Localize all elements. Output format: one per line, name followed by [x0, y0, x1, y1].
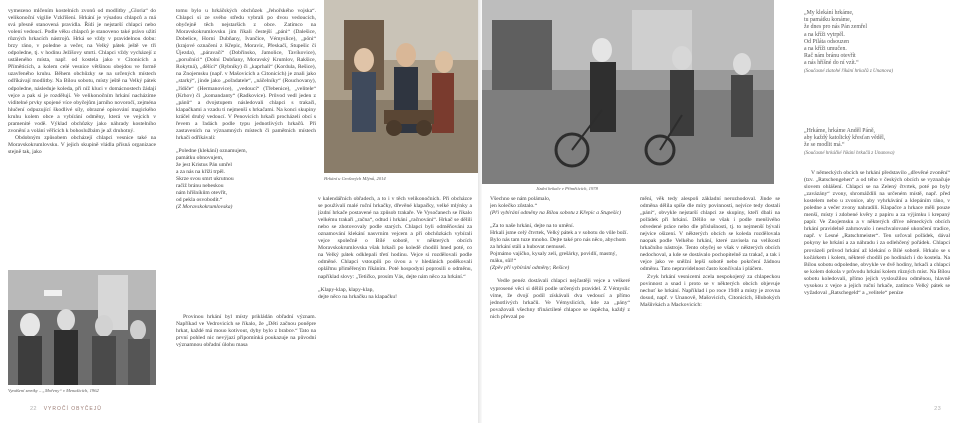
- page-number: 22: [30, 406, 37, 412]
- right-column-3: [804, 170, 950, 396]
- right-footer: [934, 406, 946, 412]
- verse-line: Hrkali jsme celý čtvrtek, Velký pátek a v sobotu do vůle boží.: [490, 230, 628, 237]
- running-title: VYROČÍ OBYČEJŮ: [43, 406, 102, 412]
- verse-source: (Při vybírání odměny na Bílou sobotu z Křepic a Stupešic): [490, 210, 621, 217]
- paragraph: Vedle penéz dostávali chlapci nejčastěji vejce a veškeré vyprosené věci si dělili podle určených pravidel. Z Vémyslic víme, že dvojí podíl získávali dva vedoucí a přímo jednotlivých hrkačů. Ve Vémyslicích, kde za „pány“ považovali všechny třináctileté chlapce se úspěcha, každý z nich převzal po: [490, 278, 630, 320]
- verse-block-mid: [804, 128, 950, 157]
- verse-line: „Poledne (klekání) oznamujem,: [176, 147, 247, 154]
- verse-block-top: [804, 10, 950, 75]
- left-column-2-after: [176, 314, 316, 396]
- verse-line: „Hrkáme, hrkáme Anděl Páně,: [804, 128, 875, 134]
- photo-hrkani-mill: [324, 0, 478, 173]
- paragraph: Obdobným způsobem obcházejí chlapci vesnice také na Moravskokrumlovsku. V jejich skupině vládla přísná organizace stejně tak, jako: [8, 134, 156, 155]
- verse-line: račiž bránu nebeskou: [176, 183, 224, 190]
- verse-line: aby každý katolický křesťan věděl,: [804, 135, 886, 142]
- verse-line: že jest Kristus Pán umřel: [176, 161, 232, 168]
- verse-line: nám hříšníkům otevřít,: [176, 190, 228, 197]
- paragraph: Zvyk hrkání vesnicemi zcela nespokojený za chlapeckou povinnost a snad i proto se v některých obcích objevuje nechuť ke hrkání. Například i po roce 1948 a místy je zrovna dosud, např. v Unanově, Mašovicích, Citonicích, Hlubokých Mašůvkách a Mackovicích:: [640, 273, 780, 308]
- paragraph: mění, věk tedy alespoň základní nerozhodoval. Jinde se odměna dělila spíše dle míry povinnosti, nejvíce tedy dostali „páni“, obvykle nejstarší chlapci ze skupiny, kteří dbali na pořádek při hrkání. Dělilo se však i podle menšivého odvedené práce nebo dle příslušnosti, tj. to nejmenší bývali nejvíce ošizení. V některých obcích se koleda rozdělovala naopak podle Velkého hrkání, které zavisela na velikosti hrkačního nástroje. Tento obyčej se však v některých obcích nedochoval, a kde se dostávalo pochopitelně za trakač, a tak i vejce jako ve sněžní lepší sobotě nebo pokrčení žádnou odměnu. Tato nepravidelnost často končívala i pláčem.: [640, 196, 780, 273]
- paragraph: Provinou hrkání byl místy prikládán obřadní význam. Napříkad ve Vedrovicích se říkalo, že „Děti začnou poněpre hrkat, každé má mouo kotivout, dyby bylo z brabce.“ Tato na první pohled nic nevýjazí připomínká poukazuje na původní významnou obřadní úlohu masa: [176, 314, 316, 349]
- right-intro-column: [318, 196, 472, 392]
- verse-line: Od Piláta odsouzen: [804, 38, 850, 45]
- verse-line: „Za to naše hrkání, dejte na to umění.: [490, 223, 575, 230]
- page-number: 23: [934, 406, 941, 412]
- photo-caption: Vynášení smrtky – „Mořeny“ v Menašicích, 1962: [8, 388, 99, 393]
- photo-caption: Hrkání u Grošových Mlýnů, 2014: [324, 176, 386, 181]
- verse-line: Rač nám bránu otevřít: [804, 53, 856, 60]
- verse-line: že se modlit má.“: [804, 142, 845, 149]
- verse-line: Bylo nás tam tuze mnoho. Dejte také pro nás něco, abychom za hrkání stáli a hubovat nemusel.: [490, 237, 626, 251]
- verse-line: tu památku konáme,: [804, 17, 852, 24]
- photo-children-wheels: [482, 0, 774, 184]
- verse-line: a na kříži umučen.: [804, 46, 847, 53]
- right-column-1: [490, 196, 630, 396]
- verse-line: a za nás na kříži trpěl.: [176, 169, 226, 176]
- photo-caption: Jízdní hrkače v Přímětících, 1978: [536, 186, 598, 191]
- paragraph: V německých obcích se hrkání představilo „dřevěné zvonění“ (tzv. „Ratschengehen“ a od tého v českých obcích se vyznačuje slovem ohlášení. Chlapci se na Zelený čtvrtek, poté po byly „zavázány“ zvony, shromáždili na určeném místě, např. před kostelem nebo u zvonice, aby vyhrkávání a klepáním ráno, v poledne a večer zvony nahradili. Klapačce a hrkace měli pouze menší, místy i zdobené kvěry z papíru a za výjimku i krepaný papír. Ve Znojemsku a v některých dříve německých obcích hrkání pravidelně zahrnovalo i neschvalované ukončení tradice, např. v Lesné „Ratschmeister“. Ten určoval pořádek, dával pokyny ke hrkání a za náhradu i za odlehčený pořádek. Chlapci provázeli průvod hrkání až klekání o Bílé sobotě. Hrkalo se s kočárkem i kolem, některé chodili po hodinách i do kostela. Na Bílou sobotu odpoledne, obvykle ve dvě hodiny, hrkači a chlapci se kolem dokola v průvodu hrkání kolem různých míst. Na Bílou sobotu koledovali, přímo jejich vysloužilou odměnou, hlavně vysokou z vejce a jejich ruční hrkače, zatímco Velký pátek se vyžadoval „Ratschegeld“ a „velitele“ peníze: [804, 170, 950, 296]
- left-column-1: [8, 8, 156, 266]
- verse-source: (Současné hrkáčké říkání hrkačů z Unanova): [804, 150, 895, 156]
- right-page: [318, 0, 960, 423]
- verse-line: Pojmámo vajíčko, kysaly zeli, grešárky, povidlí, mastný, máku, sůl!“: [490, 251, 617, 265]
- verse-line: památku obnovujem,: [176, 154, 224, 161]
- verse-source: (Současné zlatohé říkání hrkačů z Unanova): [804, 68, 894, 74]
- verse-source: (Zpěv při vybírání odměny; Rešice): [490, 265, 570, 272]
- left-footer: [30, 406, 102, 412]
- verse-line: „My klekání hrkáme,: [804, 10, 854, 16]
- verse-line: „Klapy-klap, klapy-klap,: [318, 286, 374, 293]
- verse-line: od pekla osvobodit.“: [176, 197, 223, 204]
- paragraph: tomu bylo u hrkáčských obchůzek „řehořského vojska“. Chlapci si ze svého středu vybrali po dvou vedoucích, obyčejně těch nejstarších z obce. Zatímco na Moravskokrumlovsku jim říkali čestejší „páni“ (Dalešice, Dobelice, Horní Dubňany, Ivančice, Vémyslice), „pöni“ (krajové označení z Křepic, Moravic, Přeskačí, Stupešic či Újezda), „páravačí“ (Dobřínsko, Jamolice, Tavíkovice), „poručníci“ (Dolní Dubňany, Moravský Krumlov, Rakšice, Rokytná), „dělíci“ (Rybníky) či „kaprhalí“ (Kordula, Rešice), na Znojemsku (např. v Mašovicích a Citonicích) je znali jako „starký“, jinde jako „pořadatele“, „náčelníky“ (Rouchovany), „řídiče“ (Hermanovice), „vedoucí“ (Třebenice), „velitele“ (Krhov) či „komandanty“ (Radkovice). Průvod vedl jeden z „pánů“ a dvojstupem následovali chlapci s trakači, klapačkami a vzadu ti nejmenší s hrkačami. Na konci skupiny kráčel druhý vedoucí. V Penovicích hrkači procházeli obcí s řevem a řadách podle typu jednotlivých hrkačů. Při zastaveních na významných místech či pamětních místech hrkači odříkávali:: [176, 8, 316, 141]
- paragraph: vymezeno mlčením kostelních zvonů od modlitby „Gloria“ do velikonoční vigilie Vzkříšení. Hrkání je výsadou chlapců a má svá přesně stanovená pravidla. Řídí je nejstarší chlapci nebo volení vedoucí. Podle věku chlapců je stanoveno také právo užití různých hrkacích nástrojů. Hrká se vždy v pravidelnou dobu: brzy ráno, v poledne a večer, na Velký pátek ještě ve tři odpoledne, tj. v hodinu Ježíšovy smrti. Chlapci vždy vycházejí z ustáleného místa, např. od kostela jako v Citonicích a Přímětících, a kolem celé vesnice většinou obejdou ve formě uzavřeného kruhu. Během obchůzky se na určených místech odříkávají modlitby. Na Bílou sobotu, místy ještě na Velký pátek odpoledne, následuje koleda, při níž kluci v domácnostech žádají vejce a pak si je rozdělují. Ve velikonočním hrkání nacházíme viditelné prvky spojené více obyčejům jarního novoročí, zejména hlučení odpuzující škodlivé síly, obrazné opisování magického kruhu kolem obce a vybírání odměny, která ve vejcích v pramenité vodě. Výklad obchůzky jako náhrady kostelního zvonění a volání věřících k bohoslužbám je až druhotný.: [8, 8, 156, 134]
- paragraph: v kalendářních obřadech, a to i v těch velikonočních. Při obcházce se používalí malé ruční hrkačky, dřevěné klapačky, velké mlýnky a jízdní hrkače postavené na způsob trakaře. Ve Vysočanech se říkalo velkému trakaři „račna“, odtud i hrkání „račnování“. Hrkač se dělili nebo se zhotovovaly podle starých. Chlapci byli odměňováni za oznamování klekání nasvrním vejcem a při obchůzkách vybírali vejce společně o Bílé sobotě, v některých obcích Moravskokrumlovska však hrkači po koledě chodili hned poté, co na Velký pátek odklepali třetí hodinu. Vejce si rozdělovali podle odměné. Chlapci vstoupili po úvou a v hledáních poděkovali oplářmu přiměřeným říkáním. Poté hospodyní poprosili o odměnu, například slovy: „Tetičko, prosím Vás, dejte nám něco za hrkání.“: [318, 196, 472, 280]
- verse-line: Skrze svou smrt ukrutnou: [176, 176, 234, 183]
- verse-line: Všechno se nám polámalo,: [490, 196, 551, 202]
- verse-line: a na kříži vytrpěl.: [804, 31, 845, 38]
- verse-source: (Z Moravskokrumlovska): [176, 204, 233, 211]
- verse-line: dejte něco na hrkačku na klapačku!: [318, 293, 398, 300]
- verse-line: jen kolečko zůstalo.“: [490, 203, 538, 210]
- left-column-2: [176, 8, 316, 270]
- right-column-2: [640, 196, 780, 396]
- verse-line: že dnes pro nás Pán zemřel: [804, 24, 867, 31]
- photo-procession-children: [8, 270, 156, 385]
- verse-line: a nás hříšné do ní vzít.“: [804, 60, 859, 67]
